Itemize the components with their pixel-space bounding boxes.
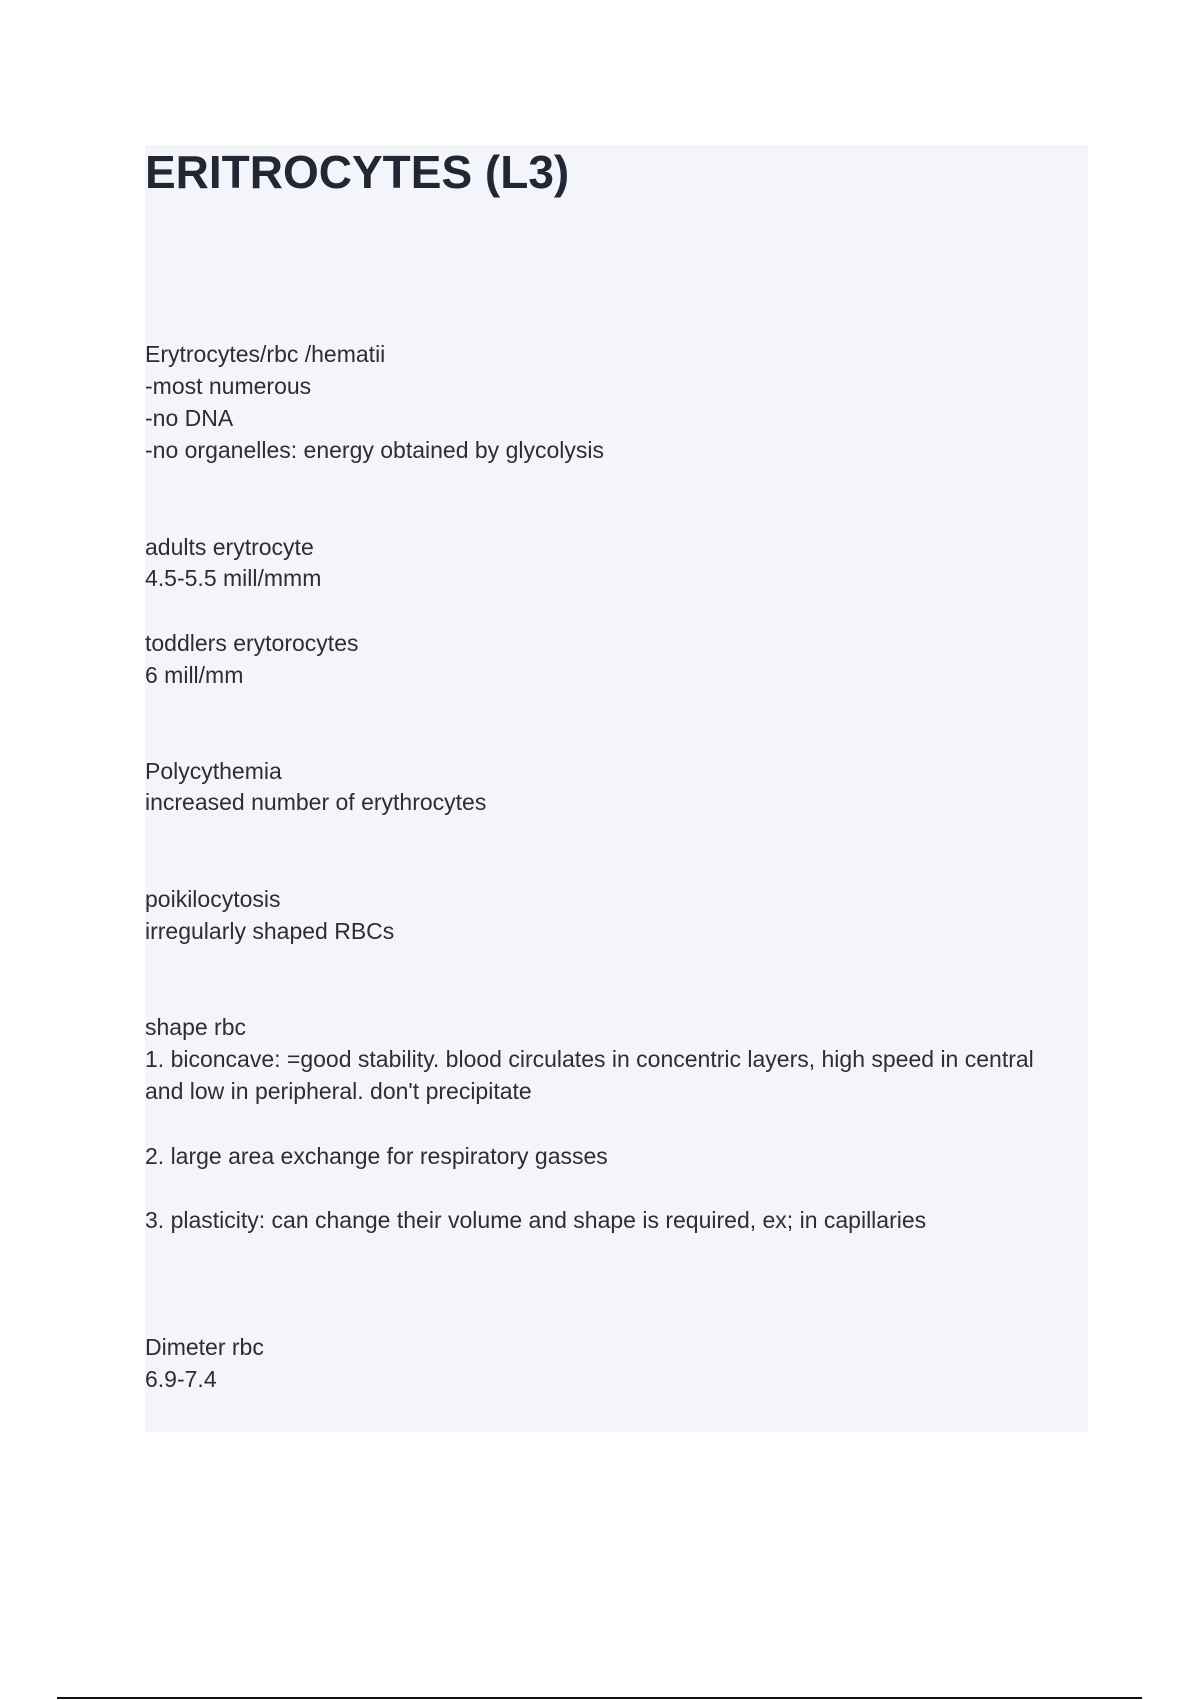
section-value: 6.9-7.4 — [145, 1366, 217, 1392]
section-value: irregularly shaped RBCs — [145, 918, 395, 944]
section-heading-poikilocytosis: poikilocytosis — [145, 886, 281, 912]
bottom-divider — [57, 1697, 1142, 1699]
list-item: and low in peripheral. don't precipitate — [145, 1078, 532, 1104]
list-item: -no DNA — [145, 405, 234, 431]
section-heading-diameter: Dimeter rbc — [145, 1334, 264, 1360]
section-heading-shape: shape rbc — [145, 1014, 247, 1040]
page-title: ERITROCYTES (L3) — [145, 146, 570, 198]
section-heading-polycythemia: Polycythemia — [145, 758, 282, 784]
list-item: -most numerous — [145, 373, 312, 399]
section-value: 4.5-5.5 mill/mmm — [145, 565, 322, 591]
list-item: 3. plasticity: can change their volume and shape is required, ex; in capillaries — [145, 1207, 927, 1233]
section-heading-adults: adults erytrocyte — [145, 534, 314, 560]
section-heading-toddlers: toddlers erytorocytes — [145, 630, 359, 656]
list-item: 2. large area exchange for respiratory gasses — [145, 1143, 608, 1169]
list-item: -no organelles: energy obtained by glycolysis — [145, 437, 604, 463]
section-value: increased number of erythrocytes — [145, 789, 487, 815]
section-heading-erytrocytes: Erytrocytes/rbc /hematii — [145, 341, 386, 367]
list-item: 1. biconcave: =good stability. blood circulates in concentric layers, high speed in central — [145, 1046, 1034, 1072]
section-value: 6 mill/mm — [145, 662, 244, 688]
